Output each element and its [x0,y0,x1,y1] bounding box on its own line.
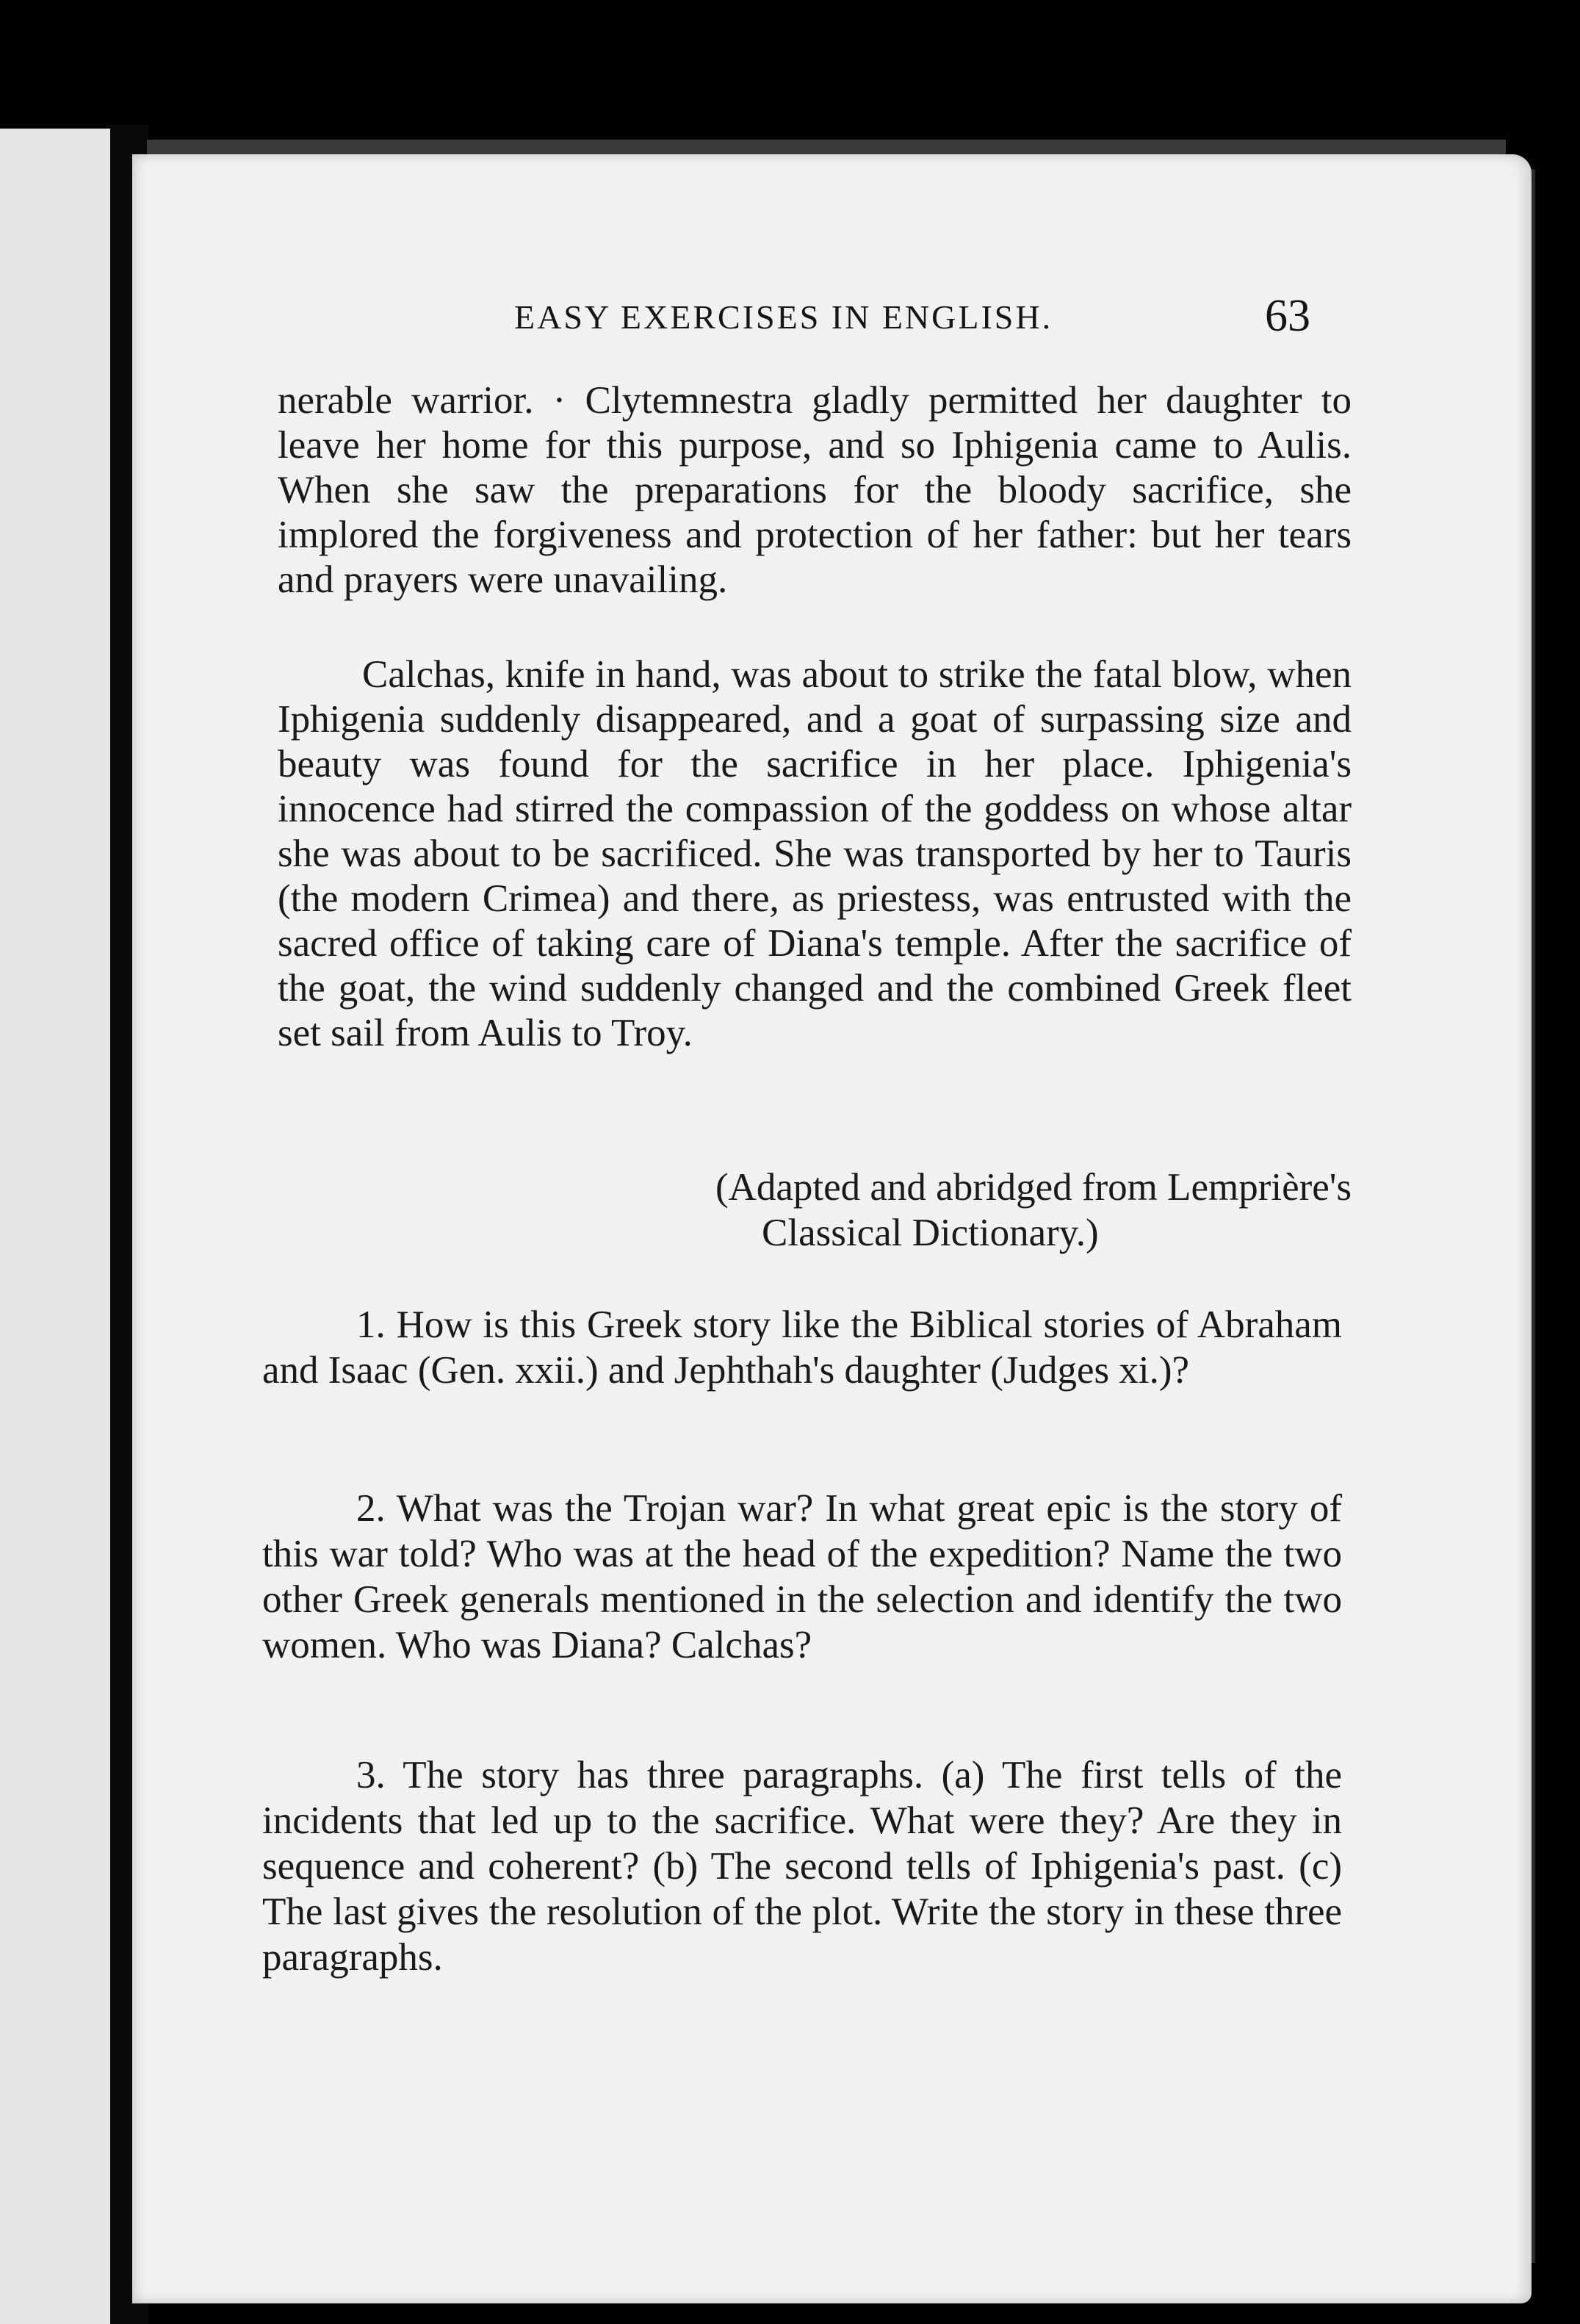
question-3: 3. The story has three paragraphs. (a) The first tells of the incidents that led up to the sacrifice. What were they? Are they in sequence and coherent? (b) The second tells of Iphigenia's past. (c) The last gives the resolution of the plot. Write the story in these three paragraphs. [262,1754,1342,1979]
body-paragraph-2: Calchas, knife in hand, was about to strike the fatal blow, when Iphigenia suddenly disappeared, and a goat of surpassing size and beauty was found for the sacrifice in her place. Iphigenia's innocence had stirred the compassion of the goddess on whose altar she was about to be sacrificed. She was transported by her to Tauris (the modern Crimea) and there, as priestess, was entrusted with the sacred office of taking care of Diana's temple. After the sacrifice of the goat, the wind suddenly changed and the combined Greek fleet set sail from Aulis to Troy. [278,653,1352,1054]
question-1: 1. How is this Greek story like the Biblical stories of Abraham and Isaac (Gen. xxii.) and Jephthah's daughter (Judges xi.)? [262,1303,1342,1392]
citation-line-1: (Adapted and abridged from Lemprière's [715,1166,1352,1209]
page-top-shadow [147,140,1506,154]
question-2: 2. What was the Trojan war? In what great epic is the story of this war told? Who was at the head of the expedition? Name the two other Greek generals mentioned in the selection and identify the two women. Who was Diana? Calchas? [262,1487,1342,1666]
body-paragraph-1: nerable warrior. · Clytemnestra gladly permitted her daughter to leave her home for this purpose, and so Iphigenia came to Aulis. When she saw the preparations for the bloody sacrifice, she implored the forgiveness and protection of her father: but her tears and prayers were unavailing. [278,379,1352,601]
facing-page-edge [0,129,110,2324]
citation-line-2: Classical Dictionary.) [762,1212,1099,1254]
running-header: EASY EXERCISES IN ENGLISH. [514,298,1053,336]
source-citation [588,1165,1352,1256]
page-number: 63 [1265,291,1310,341]
